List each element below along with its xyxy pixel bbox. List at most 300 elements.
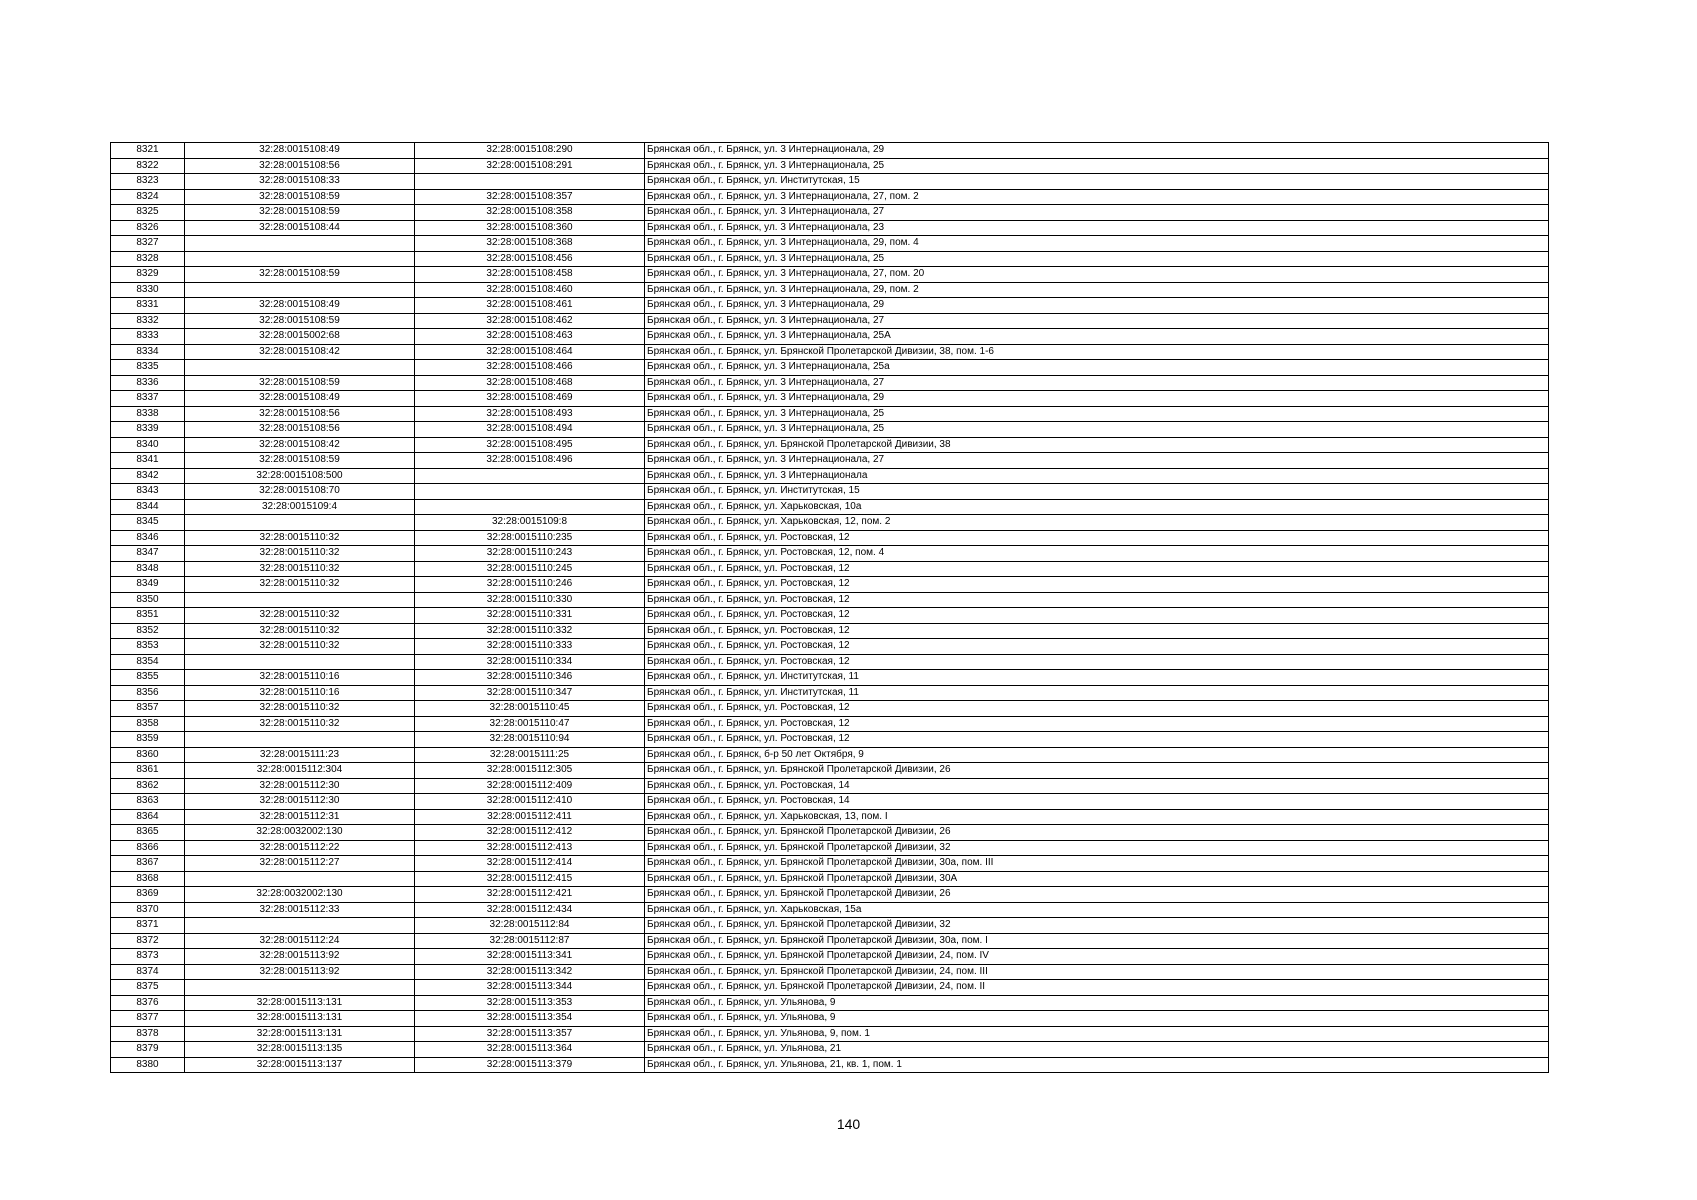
table-row [111, 577, 1549, 593]
table-row [111, 189, 1549, 205]
address-cell: Брянская обл., г. Брянск, ул. 3 Интернационала, 25А [645, 329, 1549, 345]
land-parcel-number-cell: 32:28:0015112:33 [185, 902, 415, 918]
land-parcel-number-cell: 32:28:0015108:49 [185, 391, 415, 407]
object-number-cell: 32:28:0015108:357 [415, 189, 645, 205]
address-cell: Брянская обл., г. Брянск, ул. Институтская, 11 [645, 670, 1549, 686]
object-number-cell [415, 174, 645, 190]
row-number-cell: 8369 [111, 887, 185, 903]
land-parcel-number-cell: 32:28:0015113:137 [185, 1057, 415, 1073]
row-number-cell: 8353 [111, 639, 185, 655]
row-number-cell: 8377 [111, 1011, 185, 1027]
table-row [111, 592, 1549, 608]
object-number-cell: 32:28:0015110:332 [415, 623, 645, 639]
table-row [111, 205, 1549, 221]
object-number-cell: 32:28:0015113:354 [415, 1011, 645, 1027]
address-cell: Брянская обл., г. Брянск, ул. Брянской Пролетарской Дивизии, 24, пом. III [645, 964, 1549, 980]
object-number-cell: 32:28:0015110:47 [415, 716, 645, 732]
table-row [111, 918, 1549, 934]
table-row [111, 143, 1549, 159]
address-cell: Брянская обл., г. Брянск, ул. 3 Интернационала, 27, пом. 20 [645, 267, 1549, 283]
object-number-cell: 32:28:0015108:358 [415, 205, 645, 221]
row-number-cell: 8357 [111, 701, 185, 717]
table-row [111, 220, 1549, 236]
object-number-cell [415, 499, 645, 515]
address-cell: Брянская обл., г. Брянск, ул. Брянской Пролетарской Дивизии, 26 [645, 763, 1549, 779]
object-number-cell: 32:28:0015110:331 [415, 608, 645, 624]
row-number-cell: 8340 [111, 437, 185, 453]
land-parcel-number-cell: 32:28:0015110:32 [185, 577, 415, 593]
row-number-cell: 8332 [111, 313, 185, 329]
address-cell: Брянская обл., г. Брянск, ул. Брянской Пролетарской Дивизии, 30а, пом. I [645, 933, 1549, 949]
land-parcel-number-cell: 32:28:0015112:30 [185, 778, 415, 794]
land-parcel-number-cell: 32:28:0015112:22 [185, 840, 415, 856]
row-number-cell: 8359 [111, 732, 185, 748]
land-parcel-number-cell [185, 654, 415, 670]
row-number-cell: 8324 [111, 189, 185, 205]
row-number-cell: 8355 [111, 670, 185, 686]
row-number-cell: 8345 [111, 515, 185, 531]
address-cell: Брянская обл., г. Брянск, ул. Ростовская, 14 [645, 794, 1549, 810]
land-parcel-number-cell: 32:28:0015108:44 [185, 220, 415, 236]
address-cell: Брянская обл., г. Брянск, ул. Ростовская, 14 [645, 778, 1549, 794]
table-row [111, 794, 1549, 810]
object-number-cell: 32:28:0015108:496 [415, 453, 645, 469]
row-number-cell: 8363 [111, 794, 185, 810]
row-number-cell: 8362 [111, 778, 185, 794]
address-cell: Брянская обл., г. Брянск, ул. Брянской Пролетарской Дивизии, 26 [645, 887, 1549, 903]
land-parcel-number-cell: 32:28:0015108:56 [185, 406, 415, 422]
object-number-cell: 32:28:0015108:462 [415, 313, 645, 329]
land-parcel-number-cell: 32:28:0015108:59 [185, 189, 415, 205]
row-number-cell: 8372 [111, 933, 185, 949]
table-row [111, 375, 1549, 391]
row-number-cell: 8333 [111, 329, 185, 345]
row-number-cell: 8361 [111, 763, 185, 779]
table-row [111, 809, 1549, 825]
object-number-cell: 32:28:0015113:379 [415, 1057, 645, 1073]
address-cell: Брянская обл., г. Брянск, ул. 3 Интернационала, 25а [645, 360, 1549, 376]
address-cell: Брянская обл., г. Брянск, ул. Брянской Пролетарской Дивизии, 24, пом. II [645, 980, 1549, 996]
address-cell: Брянская обл., г. Брянск, ул. Брянской Пролетарской Дивизии, 32 [645, 840, 1549, 856]
object-number-cell: 32:28:0015110:246 [415, 577, 645, 593]
address-cell: Брянская обл., г. Брянск, ул. Ростовская, 12 [645, 701, 1549, 717]
land-parcel-number-cell: 32:28:0015108:500 [185, 468, 415, 484]
row-number-cell: 8341 [111, 453, 185, 469]
land-parcel-number-cell: 32:28:0015110:32 [185, 639, 415, 655]
address-cell: Брянская обл., г. Брянск, ул. 3 Интернационала, 25 [645, 251, 1549, 267]
row-number-cell: 8337 [111, 391, 185, 407]
table-row [111, 329, 1549, 345]
land-parcel-number-cell: 32:28:0015108:49 [185, 298, 415, 314]
land-parcel-number-cell [185, 282, 415, 298]
address-cell: Брянская обл., г. Брянск, ул. Институтская, 11 [645, 685, 1549, 701]
table-row [111, 933, 1549, 949]
table-row [111, 251, 1549, 267]
address-cell: Брянская обл., г. Брянск, ул. 3 Интернационала, 27 [645, 375, 1549, 391]
address-cell: Брянская обл., г. Брянск, ул. 3 Интернационала, 25 [645, 406, 1549, 422]
land-parcel-number-cell [185, 251, 415, 267]
land-parcel-number-cell: 32:28:0015108:70 [185, 484, 415, 500]
row-number-cell: 8349 [111, 577, 185, 593]
land-parcel-number-cell: 32:28:0015108:56 [185, 422, 415, 438]
address-cell: Брянская обл., г. Брянск, б-р 50 лет Октября, 9 [645, 747, 1549, 763]
address-cell: Брянская обл., г. Брянск, ул. 3 Интернационала, 29, пом. 4 [645, 236, 1549, 252]
land-parcel-number-cell: 32:28:0015110:32 [185, 561, 415, 577]
address-cell: Брянская обл., г. Брянск, ул. Ростовская, 12 [645, 654, 1549, 670]
row-number-cell: 8368 [111, 871, 185, 887]
row-number-cell: 8367 [111, 856, 185, 872]
object-number-cell: 32:28:0015108:461 [415, 298, 645, 314]
row-number-cell: 8330 [111, 282, 185, 298]
address-cell: Брянская обл., г. Брянск, ул. Ростовская, 12 [645, 561, 1549, 577]
object-number-cell: 32:28:0015108:469 [415, 391, 645, 407]
object-number-cell: 32:28:0015113:364 [415, 1042, 645, 1058]
land-parcel-number-cell: 32:28:0015002:68 [185, 329, 415, 345]
row-number-cell: 8380 [111, 1057, 185, 1073]
object-number-cell: 32:28:0015110:243 [415, 546, 645, 562]
land-parcel-number-cell: 32:28:0015113:135 [185, 1042, 415, 1058]
row-number-cell: 8347 [111, 546, 185, 562]
address-cell: Брянская обл., г. Брянск, ул. 3 Интернационала, 27 [645, 313, 1549, 329]
table-row [111, 608, 1549, 624]
table-row [111, 732, 1549, 748]
object-number-cell: 32:28:0015108:360 [415, 220, 645, 236]
object-number-cell: 32:28:0015108:494 [415, 422, 645, 438]
row-number-cell: 8371 [111, 918, 185, 934]
row-number-cell: 8335 [111, 360, 185, 376]
object-number-cell: 32:28:0015110:347 [415, 685, 645, 701]
land-parcel-number-cell: 32:28:0015108:59 [185, 453, 415, 469]
address-cell: Брянская обл., г. Брянск, ул. Брянской Пролетарской Дивизии, 38, пом. 1-6 [645, 344, 1549, 360]
object-number-cell: 32:28:0015110:346 [415, 670, 645, 686]
address-cell: Брянская обл., г. Брянск, ул. Брянской Пролетарской Дивизии, 26 [645, 825, 1549, 841]
address-cell: Брянская обл., г. Брянск, ул. Ульянова, 9, пом. 1 [645, 1026, 1549, 1042]
land-parcel-number-cell: 32:28:0015108:42 [185, 437, 415, 453]
object-number-cell: 32:28:0015113:344 [415, 980, 645, 996]
object-number-cell: 32:28:0015112:410 [415, 794, 645, 810]
object-number-cell [415, 468, 645, 484]
address-cell: Брянская обл., г. Брянск, ул. Ульянова, 9 [645, 995, 1549, 1011]
row-number-cell: 8346 [111, 530, 185, 546]
table-row [111, 437, 1549, 453]
table-row [111, 313, 1549, 329]
land-parcel-number-cell: 32:28:0015108:49 [185, 143, 415, 159]
land-parcel-number-cell: 32:28:0015108:42 [185, 344, 415, 360]
land-parcel-number-cell [185, 980, 415, 996]
address-cell: Брянская обл., г. Брянск, ул. Брянской Пролетарской Дивизии, 38 [645, 437, 1549, 453]
address-cell: Брянская обл., г. Брянск, ул. Ростовская, 12 [645, 577, 1549, 593]
land-parcel-number-cell: 32:28:0015108:59 [185, 375, 415, 391]
table-row [111, 406, 1549, 422]
object-number-cell: 32:28:0015113:353 [415, 995, 645, 1011]
object-number-cell: 32:28:0015112:414 [415, 856, 645, 872]
row-number-cell: 8364 [111, 809, 185, 825]
land-parcel-number-cell: 32:28:0015109:4 [185, 499, 415, 515]
row-number-cell: 8350 [111, 592, 185, 608]
object-number-cell: 32:28:0015112:305 [415, 763, 645, 779]
land-parcel-number-cell: 32:28:0015108:59 [185, 205, 415, 221]
object-number-cell: 32:28:0015110:330 [415, 592, 645, 608]
address-cell: Брянская обл., г. Брянск, ул. 3 Интернационала, 27, пом. 2 [645, 189, 1549, 205]
row-number-cell: 8338 [111, 406, 185, 422]
object-number-cell: 32:28:0015109:8 [415, 515, 645, 531]
land-parcel-number-cell: 32:28:0015112:27 [185, 856, 415, 872]
row-number-cell: 8360 [111, 747, 185, 763]
row-number-cell: 8339 [111, 422, 185, 438]
land-parcel-number-cell: 32:28:0015113:92 [185, 964, 415, 980]
row-number-cell: 8343 [111, 484, 185, 500]
object-number-cell: 32:28:0015108:456 [415, 251, 645, 267]
land-parcel-number-cell: 32:28:0015110:32 [185, 546, 415, 562]
table-row [111, 763, 1549, 779]
address-cell: Брянская обл., г. Брянск, ул. Ростовская, 12 [645, 530, 1549, 546]
table-row [111, 747, 1549, 763]
table-row [111, 298, 1549, 314]
table-row [111, 902, 1549, 918]
table-row [111, 980, 1549, 996]
land-parcel-number-cell: 32:28:0015112:24 [185, 933, 415, 949]
address-cell: Брянская обл., г. Брянск, ул. Брянской Пролетарской Дивизии, 30А [645, 871, 1549, 887]
address-cell: Брянская обл., г. Брянск, ул. Харьковская, 12, пом. 2 [645, 515, 1549, 531]
row-number-cell: 8331 [111, 298, 185, 314]
land-parcel-number-cell: 32:28:0015108:56 [185, 158, 415, 174]
address-cell: Брянская обл., г. Брянск, ул. Ростовская, 12 [645, 639, 1549, 655]
object-number-cell: 32:28:0015112:409 [415, 778, 645, 794]
table-row [111, 871, 1549, 887]
table-row [111, 856, 1549, 872]
row-number-cell: 8342 [111, 468, 185, 484]
table-row [111, 701, 1549, 717]
object-number-cell [415, 484, 645, 500]
row-number-cell: 8370 [111, 902, 185, 918]
row-number-cell: 8375 [111, 980, 185, 996]
row-number-cell: 8323 [111, 174, 185, 190]
object-number-cell: 32:28:0015108:464 [415, 344, 645, 360]
table-row [111, 778, 1549, 794]
address-cell: Брянская обл., г. Брянск, ул. 3 Интернационала [645, 468, 1549, 484]
row-number-cell: 8336 [111, 375, 185, 391]
land-parcel-number-cell [185, 515, 415, 531]
address-cell: Брянская обл., г. Брянск, ул. Ульянова, 21 [645, 1042, 1549, 1058]
row-number-cell: 8321 [111, 143, 185, 159]
address-cell: Брянская обл., г. Брянск, ул. Харьковская, 13, пом. I [645, 809, 1549, 825]
table-row [111, 654, 1549, 670]
object-number-cell: 32:28:0015113:342 [415, 964, 645, 980]
object-number-cell: 32:28:0015110:334 [415, 654, 645, 670]
table-row [111, 623, 1549, 639]
land-parcel-number-cell: 32:28:0015112:30 [185, 794, 415, 810]
object-number-cell: 32:28:0015108:493 [415, 406, 645, 422]
address-cell: Брянская обл., г. Брянск, ул. Ростовская, 12 [645, 716, 1549, 732]
row-number-cell: 8348 [111, 561, 185, 577]
row-number-cell: 8373 [111, 949, 185, 965]
object-number-cell: 32:28:0015112:411 [415, 809, 645, 825]
land-parcel-number-cell [185, 360, 415, 376]
object-number-cell: 32:28:0015112:421 [415, 887, 645, 903]
row-number-cell: 8358 [111, 716, 185, 732]
land-parcel-number-cell: 32:28:0015112:304 [185, 763, 415, 779]
row-number-cell: 8354 [111, 654, 185, 670]
land-parcel-number-cell: 32:28:0015110:16 [185, 685, 415, 701]
address-cell: Брянская обл., г. Брянск, ул. 3 Интернационала, 29 [645, 391, 1549, 407]
address-cell: Брянская обл., г. Брянск, ул. Ростовская, 12 [645, 623, 1549, 639]
page-number: 140 [836, 1116, 861, 1132]
object-number-cell: 32:28:0015110:245 [415, 561, 645, 577]
address-cell: Брянская обл., г. Брянск, ул. Ульянова, 21, кв. 1, пом. 1 [645, 1057, 1549, 1073]
object-number-cell: 32:28:0015113:341 [415, 949, 645, 965]
row-number-cell: 8366 [111, 840, 185, 856]
address-cell: Брянская обл., г. Брянск, ул. Институтская, 15 [645, 484, 1549, 500]
registry-table [110, 142, 1549, 1073]
table-row [111, 174, 1549, 190]
object-number-cell: 32:28:0015112:415 [415, 871, 645, 887]
table-row [111, 422, 1549, 438]
table-row [111, 391, 1549, 407]
object-number-cell: 32:28:0015110:94 [415, 732, 645, 748]
address-cell: Брянская обл., г. Брянск, ул. 3 Интернационала, 29 [645, 298, 1549, 314]
row-number-cell: 8329 [111, 267, 185, 283]
address-cell: Брянская обл., г. Брянск, ул. 3 Интернационала, 29 [645, 143, 1549, 159]
table-row [111, 685, 1549, 701]
object-number-cell: 32:28:0015108:495 [415, 437, 645, 453]
table-row [111, 1011, 1549, 1027]
address-cell: Брянская обл., г. Брянск, ул. Брянской Пролетарской Дивизии, 32 [645, 918, 1549, 934]
object-number-cell: 32:28:0015108:458 [415, 267, 645, 283]
address-cell: Брянская обл., г. Брянск, ул. 3 Интернационала, 29, пом. 2 [645, 282, 1549, 298]
land-parcel-number-cell: 32:28:0015113:131 [185, 1011, 415, 1027]
object-number-cell: 32:28:0015108:463 [415, 329, 645, 345]
table-row [111, 546, 1549, 562]
address-cell: Брянская обл., г. Брянск, ул. 3 Интернационала, 23 [645, 220, 1549, 236]
land-parcel-number-cell [185, 236, 415, 252]
row-number-cell: 8379 [111, 1042, 185, 1058]
object-number-cell: 32:28:0015110:235 [415, 530, 645, 546]
object-number-cell: 32:28:0015112:434 [415, 902, 645, 918]
object-number-cell: 32:28:0015108:460 [415, 282, 645, 298]
object-number-cell: 32:28:0015108:468 [415, 375, 645, 391]
row-number-cell: 8374 [111, 964, 185, 980]
table-row [111, 639, 1549, 655]
row-number-cell: 8376 [111, 995, 185, 1011]
table-row [111, 670, 1549, 686]
table-row [111, 453, 1549, 469]
table-row [111, 158, 1549, 174]
address-cell: Брянская обл., г. Брянск, ул. Брянской Пролетарской Дивизии, 30а, пом. III [645, 856, 1549, 872]
table-row [111, 1026, 1549, 1042]
table-row [111, 530, 1549, 546]
row-number-cell: 8328 [111, 251, 185, 267]
row-number-cell: 8327 [111, 236, 185, 252]
land-parcel-number-cell: 32:28:0015108:59 [185, 267, 415, 283]
object-number-cell: 32:28:0015108:466 [415, 360, 645, 376]
address-cell: Брянская обл., г. Брянск, ул. Брянской Пролетарской Дивизии, 24, пом. IV [645, 949, 1549, 965]
table-row [111, 236, 1549, 252]
address-cell: Брянская обл., г. Брянск, ул. 3 Интернационала, 27 [645, 205, 1549, 221]
row-number-cell: 8322 [111, 158, 185, 174]
land-parcel-number-cell: 32:28:0015110:32 [185, 716, 415, 732]
land-parcel-number-cell: 32:28:0015112:31 [185, 809, 415, 825]
object-number-cell: 32:28:0015108:290 [415, 143, 645, 159]
row-number-cell: 8378 [111, 1026, 185, 1042]
address-cell: Брянская обл., г. Брянск, ул. Ростовская, 12, пом. 4 [645, 546, 1549, 562]
land-parcel-number-cell: 32:28:0015110:32 [185, 530, 415, 546]
row-number-cell: 8334 [111, 344, 185, 360]
object-number-cell: 32:28:0015108:291 [415, 158, 645, 174]
object-number-cell: 32:28:0015112:87 [415, 933, 645, 949]
object-number-cell: 32:28:0015112:412 [415, 825, 645, 841]
address-cell: Брянская обл., г. Брянск, ул. Ульянова, 9 [645, 1011, 1549, 1027]
table-row [111, 825, 1549, 841]
object-number-cell: 32:28:0015113:357 [415, 1026, 645, 1042]
object-number-cell: 32:28:0015112:413 [415, 840, 645, 856]
land-parcel-number-cell: 32:28:0015113:131 [185, 1026, 415, 1042]
table-row [111, 995, 1549, 1011]
land-parcel-number-cell: 32:28:0015110:32 [185, 623, 415, 639]
address-cell: Брянская обл., г. Брянск, ул. Ростовская, 12 [645, 732, 1549, 748]
table-row [111, 282, 1549, 298]
object-number-cell: 32:28:0015111:25 [415, 747, 645, 763]
table-row [111, 949, 1549, 965]
table-row [111, 1057, 1549, 1073]
table-row [111, 499, 1549, 515]
row-number-cell: 8351 [111, 608, 185, 624]
address-cell: Брянская обл., г. Брянск, ул. 3 Интернационала, 27 [645, 453, 1549, 469]
land-parcel-number-cell: 32:28:0015111:23 [185, 747, 415, 763]
land-parcel-number-cell [185, 918, 415, 934]
address-cell: Брянская обл., г. Брянск, ул. Ростовская, 12 [645, 592, 1549, 608]
table-row [111, 1042, 1549, 1058]
row-number-cell: 8326 [111, 220, 185, 236]
land-parcel-number-cell: 32:28:0032002:130 [185, 887, 415, 903]
row-number-cell: 8344 [111, 499, 185, 515]
object-number-cell: 32:28:0015108:368 [415, 236, 645, 252]
table-row [111, 344, 1549, 360]
object-number-cell: 32:28:0015112:84 [415, 918, 645, 934]
land-parcel-number-cell: 32:28:0015108:59 [185, 313, 415, 329]
table-row [111, 964, 1549, 980]
table-row [111, 561, 1549, 577]
table-row [111, 887, 1549, 903]
table-row [111, 360, 1549, 376]
address-cell: Брянская обл., г. Брянск, ул. Институтская, 15 [645, 174, 1549, 190]
address-cell: Брянская обл., г. Брянск, ул. Харьковская, 15а [645, 902, 1549, 918]
table-row [111, 716, 1549, 732]
object-number-cell: 32:28:0015110:333 [415, 639, 645, 655]
land-parcel-number-cell: 32:28:0015113:92 [185, 949, 415, 965]
table-row [111, 840, 1549, 856]
land-parcel-number-cell [185, 592, 415, 608]
land-parcel-number-cell: 32:28:0015110:16 [185, 670, 415, 686]
registry-table-body [111, 143, 1549, 1073]
land-parcel-number-cell: 32:28:0015110:32 [185, 701, 415, 717]
address-cell: Брянская обл., г. Брянск, ул. 3 Интернационала, 25 [645, 422, 1549, 438]
row-number-cell: 8352 [111, 623, 185, 639]
address-cell: Брянская обл., г. Брянск, ул. Ростовская, 12 [645, 608, 1549, 624]
table-row [111, 267, 1549, 283]
table-row [111, 484, 1549, 500]
table-row [111, 515, 1549, 531]
land-parcel-number-cell: 32:28:0015110:32 [185, 608, 415, 624]
table-row [111, 468, 1549, 484]
land-parcel-number-cell: 32:28:0015113:131 [185, 995, 415, 1011]
land-parcel-number-cell: 32:28:0015108:33 [185, 174, 415, 190]
address-cell: Брянская обл., г. Брянск, ул. 3 Интернационала, 25 [645, 158, 1549, 174]
land-parcel-number-cell [185, 871, 415, 887]
land-parcel-number-cell: 32:28:0032002:130 [185, 825, 415, 841]
address-cell: Брянская обл., г. Брянск, ул. Харьковская, 10а [645, 499, 1549, 515]
row-number-cell: 8365 [111, 825, 185, 841]
row-number-cell: 8325 [111, 205, 185, 221]
